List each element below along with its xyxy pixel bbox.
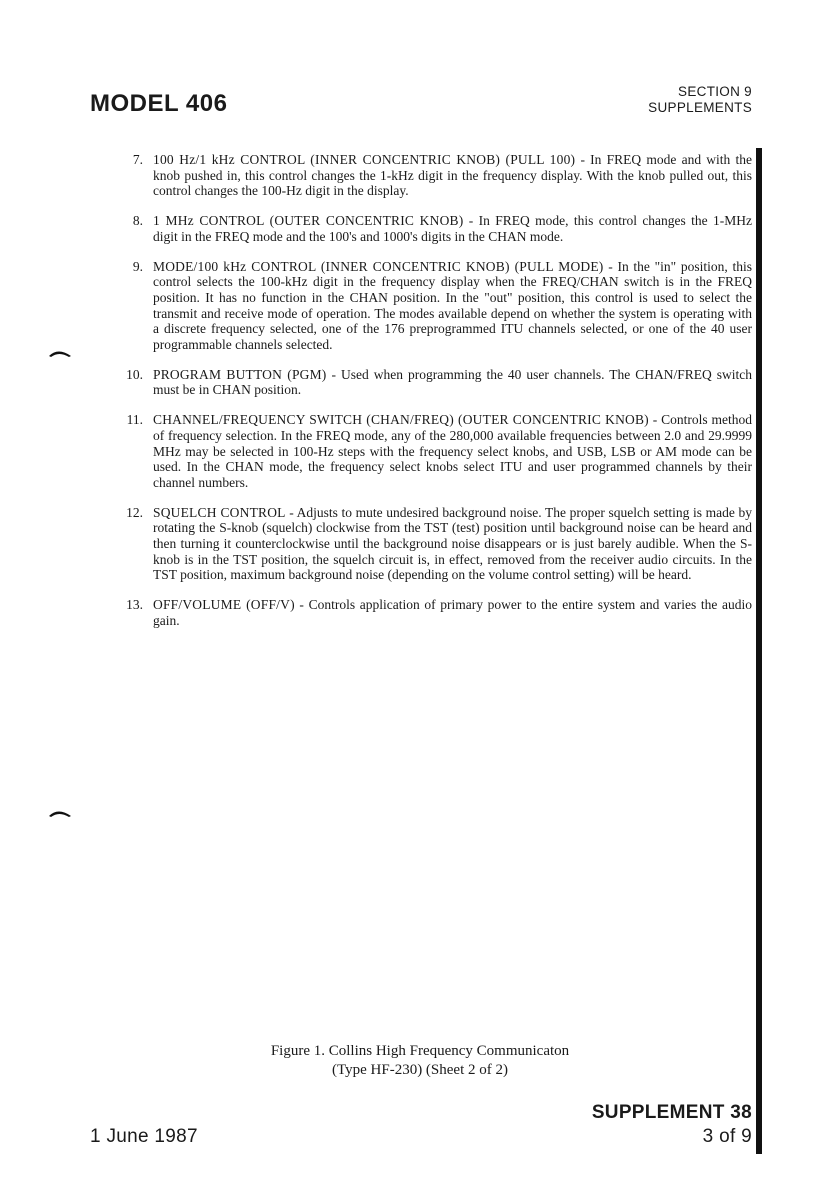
list-item: [115, 152, 752, 199]
supplement-label: SUPPLEMENT 38: [591, 1102, 752, 1123]
item-text: - In FREQ mode and with the knob pushed in, this control changes the 1-kHz digit in the frequency display. With the knob pulled out, this control changes the 100-Hz digit in the display.: [153, 152, 753, 199]
item-text: - In the "in" position, this control selects the 100-kHz digit in the frequency display when the FREQ/CHAN switch is in the FREQ position. It has no function in the CHAN position. In the "out" position, this control is used to select the transmit and receive mode of operation. The modes available depend on whether the system is operating with a discrete frequency selected, one of the 176 preprogrammed ITU channels selected, or one of the 40 user programmable channels selected.: [153, 258, 752, 353]
model-title: MODEL 406: [90, 90, 228, 117]
control-descriptions-list: [115, 152, 752, 643]
section-subtitle: SUPPLEMENTS: [648, 100, 752, 115]
margin-check-mark-icon: [48, 808, 72, 818]
item-heading: PROGRAM BUTTON (PGM): [153, 366, 327, 382]
item-heading: CHANNEL/FREQUENCY SWITCH (CHAN/FREQ) (OUTER CONCENTRIC KNOB): [153, 412, 649, 428]
item-text: - In FREQ mode, this control changes the 1-MHz digit in the FREQ mode and the 100's and 1000's digits in the CHAN mode.: [153, 213, 752, 244]
item-number: 8.: [132, 213, 143, 229]
item-body: [153, 412, 752, 491]
item-number: 13.: [126, 597, 143, 613]
list-item: [115, 597, 752, 628]
issue-date: 1 June 1987: [90, 1126, 198, 1147]
item-body: [153, 367, 752, 398]
figure-caption-line: (Type HF-230) (Sheet 2 of 2): [332, 1062, 508, 1078]
item-heading: 1 MHz CONTROL (OUTER CONCENTRIC KNOB): [153, 213, 464, 229]
item-heading: 100 Hz/1 kHz CONTROL (INNER CONCENTRIC KNOB) (PULL 100): [153, 152, 576, 167]
list-item: [115, 505, 752, 584]
item-heading: SQUELCH CONTROL: [153, 504, 286, 520]
list-item: [115, 259, 752, 353]
margin-check-mark-icon: [48, 348, 72, 358]
item-text: - Controls application of primary power to the entire system and varies the audio gain.: [153, 597, 752, 628]
section-number: SECTION 9: [678, 84, 752, 99]
list-item: [115, 367, 752, 398]
item-number: 11.: [126, 412, 143, 428]
section-header: [648, 84, 752, 116]
item-number: 12.: [126, 504, 143, 520]
item-body: [153, 152, 752, 199]
list-item: [115, 412, 752, 491]
item-number: 7.: [132, 152, 143, 167]
list-item: [115, 213, 752, 244]
item-number: 9.: [132, 258, 143, 274]
item-body: [153, 505, 752, 584]
item-body: [153, 213, 752, 244]
item-text: - Used when programming the 40 user channels. The CHAN/FREQ switch must be in CHAN position.: [153, 366, 752, 398]
item-body: [153, 259, 752, 353]
item-heading: MODE/100 kHz CONTROL (INNER CONCENTRIC KNOB) (PULL MODE): [153, 258, 604, 274]
item-number: 10.: [126, 366, 143, 382]
figure-caption: [180, 1042, 660, 1080]
item-text: - Controls method of frequency selection. In the FREQ mode, any of the 280,000 available frequencies between 2.0 and 29.9999 MHz may be selected in 100-Hz steps with the frequency select knobs, and USB, LSB or AM mode can be used. In the CHAN mode, the frequency select knobs select ITU and user programmed channels by their channel numbers.: [153, 412, 752, 490]
figure-caption-line: Figure 1. Collins High Frequency Communicaton: [270, 1043, 570, 1059]
item-body: [153, 597, 752, 628]
page-number: 3 of 9: [702, 1126, 752, 1147]
item-heading: OFF/VOLUME (OFF/V): [153, 597, 295, 613]
item-text: - Adjusts to mute undesired background noise. The proper squelch setting is made by rotating the S-knob (squelch) clockwise from the TST (test) position until background noise can be heard and then turning it counterclockwise until the background noise disappears or is just barely audible. When the S-knob is in the TST position, the squelch circuit is, in effect, removed from the receiver audio circuits. In the TST position, maximum background noise (depending on the volume control setting) will be heard.: [153, 504, 752, 583]
revision-change-bar: [756, 148, 762, 1154]
